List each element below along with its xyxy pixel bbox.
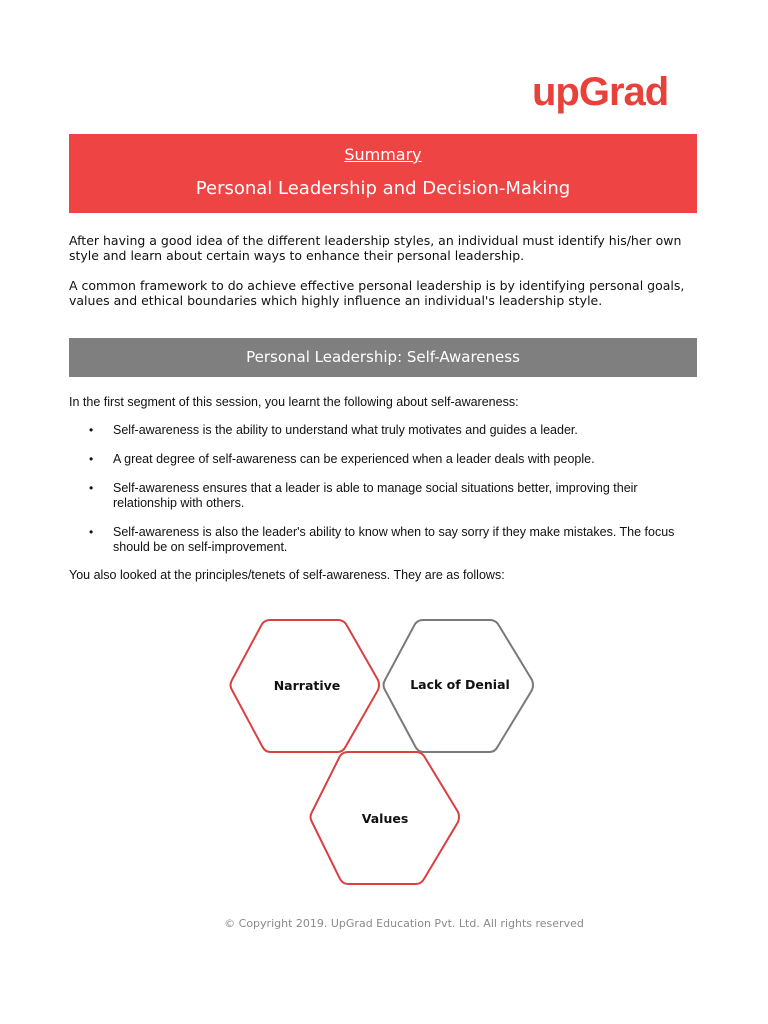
upgrad-logo: upGrad xyxy=(532,70,669,114)
summary-banner xyxy=(69,134,697,213)
bullet-text: Self-awareness ensures that a leader is able to manage social situations better, improving their relationship with others. xyxy=(113,481,638,510)
bullet-icon: • xyxy=(89,525,94,539)
list-item xyxy=(89,481,689,511)
section-lead: In the first segment of this session, you learnt the following about self-awareness: xyxy=(69,395,519,409)
page-title: Personal Leadership and Decision-Making xyxy=(195,178,571,199)
self-awareness-tenets-diagram xyxy=(220,612,550,897)
hexagon-label-lack-of-denial: Lack of Denial xyxy=(410,677,510,692)
bullet-text: A great degree of self-awareness can be experienced when a leader deals with people. xyxy=(113,452,595,466)
section-title: Personal Leadership: Self-Awareness xyxy=(69,338,697,377)
bullet-text: Self-awareness is the ability to understand what truly motivates and guides a leader. xyxy=(113,423,578,437)
bullet-icon: • xyxy=(89,481,94,495)
intro-paragraph-1: After having a good idea of the different leadership styles, an individual must identify his/her own style and learn about certain ways to enhance their personal leadership. xyxy=(69,233,682,263)
summary-kicker: Summary xyxy=(344,145,422,164)
list-item xyxy=(89,423,689,438)
list-item xyxy=(89,452,689,467)
hexagon-label-narrative: Narrative xyxy=(273,678,341,693)
copyright-footer: © Copyright 2019. UpGrad Education Pvt. Ltd. All rights reserved xyxy=(224,917,584,930)
list-item xyxy=(89,525,689,555)
bullet-text: Self-awareness is also the leader's ability to know when to say sorry if they make mistakes. The focus should be on self-improvement. xyxy=(113,525,675,554)
bullet-icon: • xyxy=(89,452,94,466)
tenets-intro: You also looked at the principles/tenets of self-awareness. They are as follows: xyxy=(69,568,505,582)
bullet-icon: • xyxy=(89,423,94,437)
hexagon-diagram-svg xyxy=(220,612,550,897)
hexagon-label-values: Values xyxy=(361,811,409,826)
intro-paragraph-2: A common framework to do achieve effective personal leadership is by identifying personal goals, values and ethical boundaries which highly influence an individual's leadership style. xyxy=(69,278,685,308)
bullet-list xyxy=(89,423,689,569)
